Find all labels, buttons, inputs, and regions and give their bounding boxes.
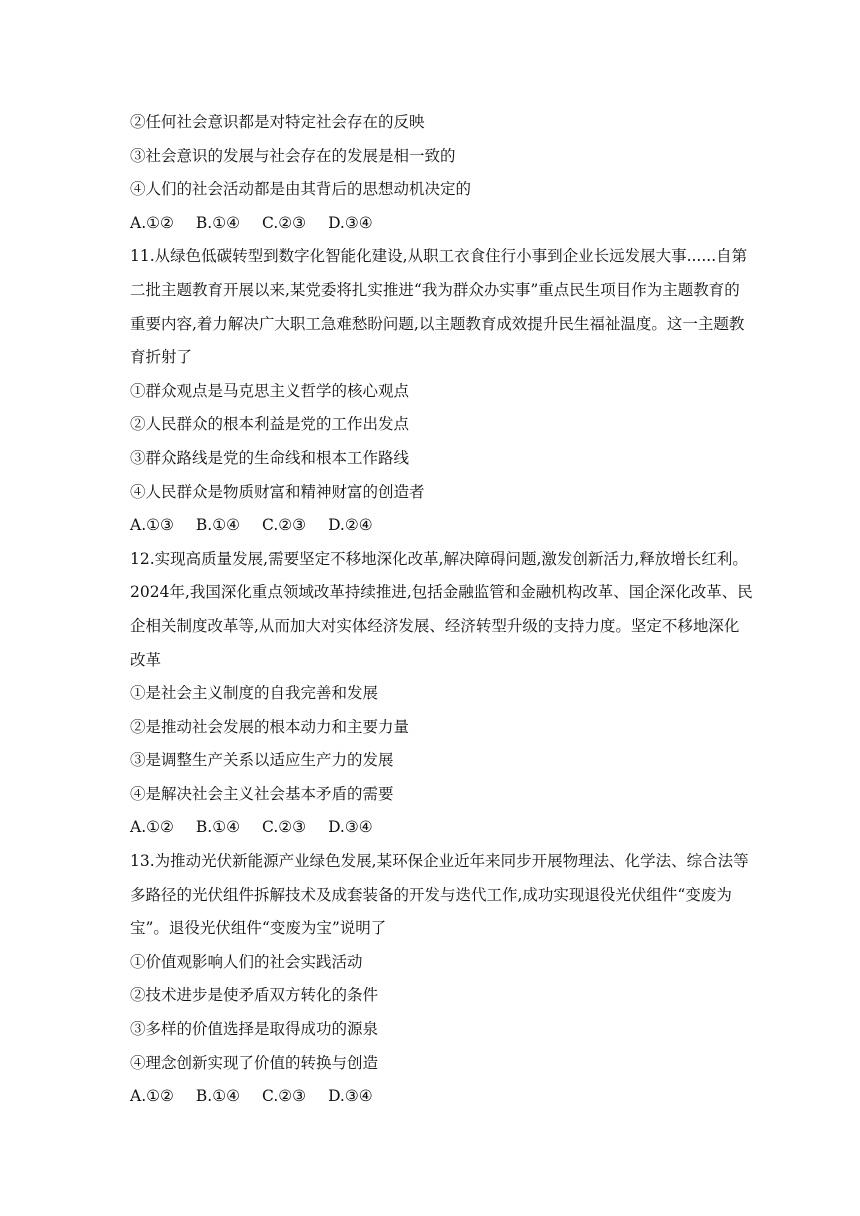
q12-option-2: ②是推动社会发展的根本动力和主要力量 [130,717,410,736]
exam-page [130,106,753,1114]
q11-stem-line-4: 育折射了 [130,348,193,367]
q11-answer-a: A.①③ [130,516,174,535]
q12-option-4: ④是解决社会主义社会基本矛盾的需要 [130,784,394,803]
q13-answer-a: A.①② [130,1087,174,1106]
q12-stem-line-2: 2024年,我国深化重点领域改革持续推进,包括金融监管和金融机构改革、国企深化改革、民 [130,583,753,602]
q13-option-4: ④理念创新实现了价值的转换与创造 [130,1053,379,1072]
q10-answer-choices [130,207,742,241]
q13-option-2: ②技术进步是使矛盾双方转化的条件 [130,986,379,1005]
q12-answer-c: C.②③ [262,818,307,837]
q13-stem-line-3: 宝”。退役光伏组件“变废为宝”说明了 [130,919,387,938]
q11-option-2: ②人民群众的根本利益是党的工作出发点 [130,415,410,434]
q10-answer-c: C.②③ [262,213,307,232]
q11-answer-c: C.②③ [262,516,307,535]
q12-answer-b: B.①④ [195,818,241,837]
q13-answer-b: B.①④ [195,1087,241,1106]
q10-answer-b: B.①④ [195,213,241,232]
q12-stem-line-4: 改革 [130,650,162,669]
q11-option-3: ③群众路线是党的生命线和根本工作路线 [130,448,410,467]
q13-answer-c: C.②③ [262,1087,307,1106]
q10-option-2: ②任何社会意识都是对特定社会存在的反映 [130,113,425,131]
q11-answer-d: D.②④ [328,516,373,535]
q11-option-1: ①群众观点是马克思主义哲学的核心观点 [130,381,410,400]
q11-stem-line-1: 11.从绿色低碳转型到数字化智能化建设,从职工衣食住行小事到企业长远发展大事......自第 [130,247,748,266]
q13-stem-line-1: 13.为推动光伏新能源产业绿色发展,某环保企业近年来同步开展物理法、化学法、综合法等 [130,852,749,871]
q12-answer-choices [130,811,742,845]
q12-stem-line-1: 12.实现高质量发展,需要坚定不移地深化改革,解决障碍问题,激发创新活力,释放增长红利。 [130,549,748,568]
q13-stem-line-2: 多路径的光伏组件拆解技术及成套装备的开发与迭代工作,成功实现退役光伏组件“变废为 [130,885,732,904]
q11-answer-b: B.①④ [195,516,241,535]
q13-option-3: ③多样的价值选择是取得成功的源泉 [130,1020,379,1039]
q12-answer-d: D.③④ [328,818,373,837]
q10-answer-a: A.①② [130,213,174,232]
q12-answer-a: A.①② [130,818,174,837]
q11-answer-choices [130,509,742,543]
q12-option-3: ③是调整生产关系以适应生产力的发展 [130,751,394,770]
q10-option-3: ③社会意识的发展与社会存在的发展是相一致的 [130,146,456,165]
q12-stem-line-3: 企相关制度改革等,从而加大对实体经济发展、经济转型升级的支持力度。坚定不移地深化 [130,616,740,635]
q12-option-1: ①是社会主义制度的自我完善和发展 [130,684,379,703]
q11-stem-line-2: 二批主题教育开展以来,某党委将扎实推进“我为群众办实事”重点民生项目作为主题教育的 [130,280,740,299]
q10-answer-d: D.③④ [328,213,373,232]
q10-option-4: ④人们的社会活动都是由其背后的思想动机决定的 [130,180,472,199]
q13-answer-d: D.③④ [328,1087,373,1106]
q13-option-1: ①价值观影响人们的社会实践活动 [130,952,363,971]
q11-stem-line-3: 重要内容,着力解决广大职工急难愁盼问题,以主题教育成效提升民生福祉温度。这一主题教 [130,314,745,333]
q11-option-4: ④人民群众是物质财富和精神财富的创造者 [130,482,425,501]
q13-answer-choices [130,1080,742,1114]
